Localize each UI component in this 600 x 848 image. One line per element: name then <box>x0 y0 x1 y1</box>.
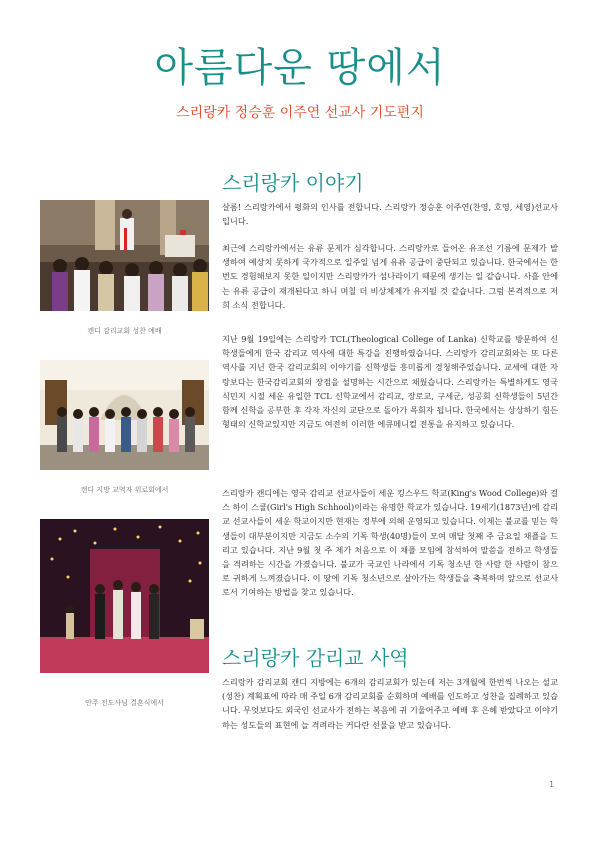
paragraph-fuel-issue: 최근에 스리랑카에서는 유류 문제가 심각합니다. 스리랑카로 들어온 유조선 기름에 문제가 발생하여 예상치 못하게 국가적으로 일주일 넘게 유류 공급이 중단되고 있습니다. 한국에서는 한번도 경험해보지 못한 일이지만 스리랑카가 섬나라이기 때문에 생기는 일 같습니다. 사흘 안에는 유류 공급이 재개된다고 하니 며칠 더 비상체제가 유지될 것 같습니다. 그럼 본격적으로 저희 소식 전합니다. <box>222 243 558 310</box>
paragraph-kingswood-chapel: 스리랑카 캔디에는 영국 감리교 선교사들이 세운 킹스우드 학교(King's Wood College)와 걸스 하이 스쿨(Girl's High Schhool)이라는 유명한 학교가 있습니다. 19세기(1873년)에 감리교 선교사들이 세운 학교이지만 현재는 정부에 의해 운영되고 있습니다. 이제는 불교를 믿는 학생들이 대부분이지만 지금도 소수의 기독 학생(40명)들이 모여 매달 첫째 주 금요일 채플을 드리고 있습니다. 지난 9월 첫 주 제가 처음으로 이 채플 모임에 참석하여 말씀을 전하고 학생들을 격려하는 시간을 가졌습니다. 불교가 국교인 나라에서 기독 청소년 한 사람 한 사람이 참으로 귀하게 느껴졌습니다. 이 땅에 기독 청소년으로 살아가는 학생들을 축복하며 앞으로 선교사로서 기여하는 방법을 찾고 있습니다. <box>222 488 558 598</box>
photo-caption: 안주 전도사님 결혼식에서 <box>85 699 164 707</box>
paragraph-greeting: 살롬! 스리랑카에서 평화의 인사를 전합니다. 스리랑카 정승훈 이주연(찬영, 호영, 세영)선교사입니다. <box>222 202 558 227</box>
page-title: 아름다운 땅에서 <box>154 45 446 91</box>
photo-group-pastors <box>40 360 209 470</box>
photo-caption: 캔디 지방 교역자 위로회에서 <box>80 486 169 494</box>
photo-communion-service <box>40 200 209 311</box>
section-title-sri-lanka-story: 스리랑카 이야기 <box>222 171 364 195</box>
paragraph-tcl-lecture: 지난 9월 19일에는 스리랑카 TCL(Theological College of Lanka) 신학교를 방문하여 신학생들에게 한국 감리교 역사에 대한 특강을 진행하였습니다. 스리랑카 감리교회와는 또 다른 역사를 지닌 한국 감리교회의 이야기를 신학생들 흥미롭게 경청해주었습니다. 교세에 대한 자랑보다는 한국감리교회의 장점을 설명하는 시간으로 채웠습니다. 스리랑카는 특별하게도 영국 식민지 시절 세운 유일한 TCL 신학교에서 감리교, 장로교, 구세군, 성공회 신학생들이 5년간 함께 신학을 공부한 후 각자 자신의 교단으로 돌아가 목회자 됩니다. 한국에서는 상상하기 힘든 형태의 신학교있지만 지금도 여전히 이러한 에큐메니컬 전통을 유지하고 있습니다. <box>222 334 558 430</box>
paragraph-ministry: 스리랑카 감리교회 캔디 지방에는 6개의 감리교회가 있는데 저는 3개월에 한번씩 나오는 설교(성찬) 계획표에 따라 매 주일 6개 감리교회를 순회하며 예배를 인도하고 성찬을 집례하고 있습니다. 무엇보다도 외국인 선교사가 전하는 복음에 귀 기울어주고 예배 후 은혜 받았다고 이야기하는 성도들의 표현에 늘 격려라는 커다란 선물을 받고 있습니다. <box>222 677 558 730</box>
page-number: 1 <box>549 780 555 789</box>
section-title-methodist-ministry: 스리랑카 감리교 사역 <box>222 646 409 670</box>
photo-wedding <box>40 519 209 673</box>
photo-caption: 캔디 감리교회 성찬 예배 <box>87 327 162 335</box>
page-subtitle: 스리랑카 정승훈 이주연 선교사 기도편지 <box>176 105 424 121</box>
